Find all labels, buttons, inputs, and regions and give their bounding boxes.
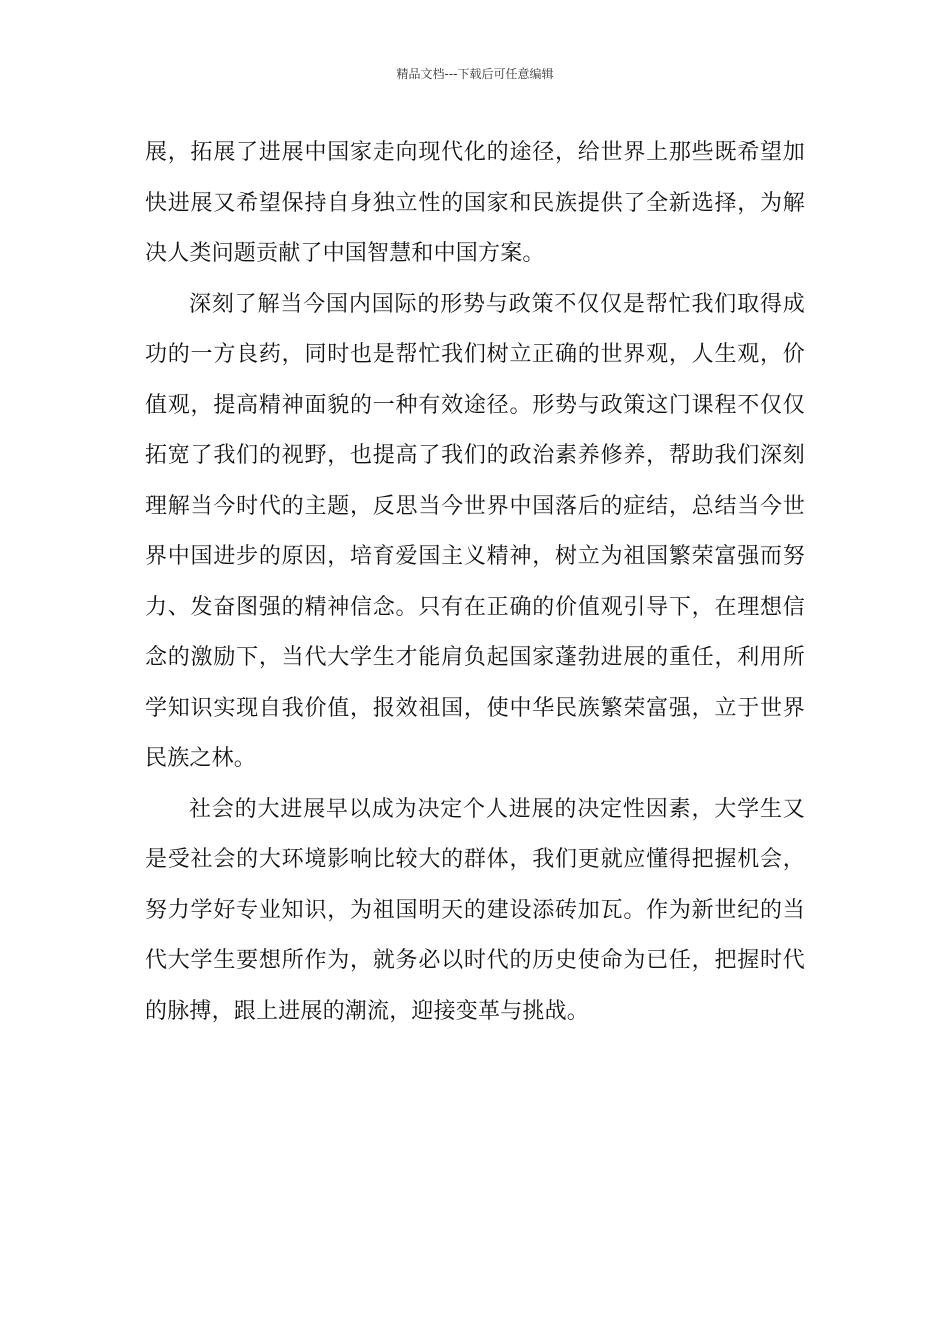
document-body xyxy=(145,128,805,1037)
paragraph-social-development: 社会的大进展早以成为决定个人进展的决定性因素，大学生又是受社会的大环境影响比较大的群体，我们更就应懂得把握机会，努力学好专业知识，为祖国明天的建设添砖加瓦。作为新世纪的当代大学生要想所作为，就务必以时代的历史使命为已任，把握时代的脉搏，跟上进展的潮流，迎接变革与挑战。 xyxy=(145,796,805,1024)
paragraph-continuation: 展，拓展了进展中国家走向现代化的途径，给世界上那些既希望加快进展又希望保持自身独立性的国家和民族提供了全新选择，为解决人类问题贡献了中国智慧和中国方案。 xyxy=(145,140,805,266)
page-header: 精品文档---下载后可任意编辑 xyxy=(396,67,554,81)
paragraph-situation-and-policy: 深刻了解当今国内国际的形势与政策不仅仅是帮忙我们取得成功的一方良药，同时也是帮忙我们树立正确的世界观，人生观，价值观，提高精神面貌的一种有效途径。形势与政策这门课程不仅仅拓宽了我们的视野，也提高了我们的政治素养修养，帮助我们深刻理解当今时代的主题，反思当今世界中国落后的症结，总结当今世界中国进步的原因，培育爱国主义精神，树立为祖国繁荣富强而努力、发奋图强的精神信念。只有在正确的价值观引导下，在理想信念的激励下，当代大学生才能肩负起国家蓬勃进展的重任，利用所学知识实现自我价值，报效祖国，使中华民族繁荣富强，立于世界民族之林。 xyxy=(145,291,805,771)
